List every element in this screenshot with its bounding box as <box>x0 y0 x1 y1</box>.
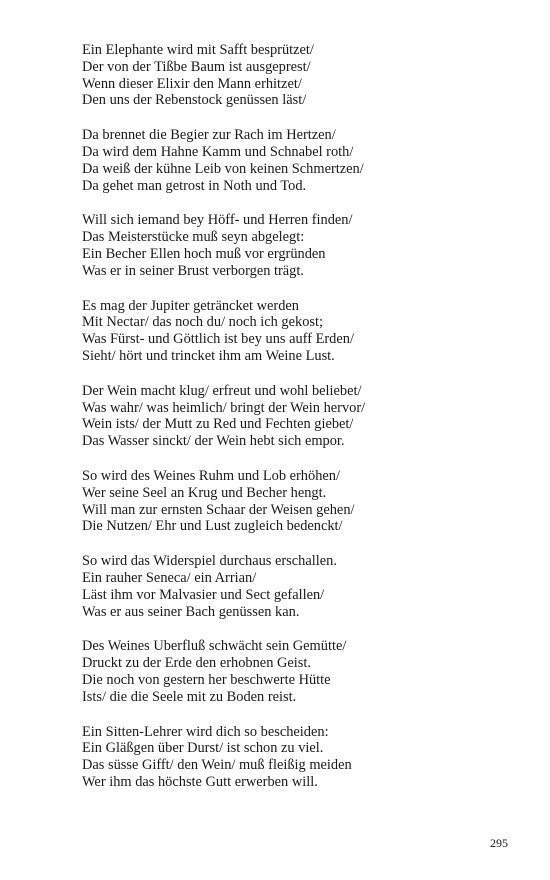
poem-line: Des Weines Uberfluß schwächt sein Gemütte/ <box>82 638 347 655</box>
poem-line: Das Wasser sinckt/ der Wein hebt sich empor. <box>82 433 345 450</box>
poem-line: Was er in seiner Brust verborgen trägt. <box>82 262 304 279</box>
stanza-5 <box>82 383 522 450</box>
poem-line: Da wird dem Hahne Kamm und Schnabel roth/ <box>82 143 354 160</box>
stanza-7 <box>82 553 522 620</box>
stanza-4 <box>82 298 522 365</box>
poem-line: Sieht/ hört und trincket ihm am Weine Lust. <box>82 347 335 364</box>
poem-line: Wer seine Seel an Krug und Becher hengt. <box>82 484 327 501</box>
poem-line: So wird das Widerspiel durchaus erschallen. <box>82 553 337 570</box>
stanza-6 <box>82 468 522 535</box>
poem-line: Die noch von gestern her beschwerte Hütte <box>82 671 331 688</box>
poem-line: Da brennet die Begier zur Rach im Hertzen/ <box>82 127 336 144</box>
stanza-9 <box>82 724 522 791</box>
poem-line: Da gehet man getrost in Noth und Tod. <box>82 177 307 194</box>
poem-line: Will man zur ernsten Schaar der Weisen gehen/ <box>82 501 355 518</box>
poem-line: Was wahr/ was heimlich/ bringt der Wein hervor/ <box>82 399 366 416</box>
stanza-8 <box>82 638 522 705</box>
poem-line: Der von der Tißbe Baum ist ausgeprest/ <box>82 58 311 75</box>
poem-line: Ein Elephante wird mit Safft besprützet/ <box>82 42 314 58</box>
poem-line: Ein Becher Ellen hoch muß vor ergründen <box>82 245 326 262</box>
poem-line: So wird des Weines Ruhm und Lob erhöhen/ <box>82 467 340 484</box>
page-number: 295 <box>490 836 508 850</box>
poem-line: Der Wein macht klug/ erfreut und wohl beliebet/ <box>82 382 362 399</box>
poem-line: Was er aus seiner Bach genüssen kan. <box>82 603 300 620</box>
poem-body <box>82 42 522 809</box>
poem-line: Es mag der Jupiter geträncket werden <box>82 297 299 314</box>
poem-line: Will sich iemand bey Höff- und Herren finden/ <box>82 212 353 229</box>
poem-line: Was Fürst- und Göttlich ist bey uns auff Erden/ <box>82 331 354 348</box>
poem-line: Druckt zu der Erde den erhobnen Geist. <box>82 655 311 672</box>
poem-line: Wein ists/ der Mutt zu Red und Fechten giebet/ <box>82 416 354 433</box>
poem-line: Da weiß der kühne Leib von keinen Schmertzen/ <box>82 160 364 177</box>
poem-line: Mit Nectar/ das noch du/ noch ich gekost; <box>82 314 323 331</box>
poem-line: Ein Sitten-Lehrer wird dich so bescheiden: <box>82 723 329 740</box>
stanza-3 <box>82 212 522 279</box>
poem-line: Die Nutzen/ Ehr und Lust zugleich bedenckt/ <box>82 518 343 535</box>
poem-line: Ein Gläßgen über Durst/ ist schon zu viel. <box>82 740 324 757</box>
stanza-1 <box>82 42 522 109</box>
poem-line: Den uns der Rebenstock genüssen läst/ <box>82 92 307 109</box>
poem-line: Wer ihm das höchste Gutt erwerben will. <box>82 773 318 790</box>
poem-line: Das süsse Gifft/ den Wein/ muß fleißig meiden <box>82 757 352 774</box>
poem-line: Das Meisterstücke muß seyn abgelegt: <box>82 229 305 246</box>
poem-line: Wenn dieser Elixir den Mann erhitzet/ <box>82 75 302 92</box>
poem-line: Ein rauher Seneca/ ein Arrian/ <box>82 569 257 586</box>
poem-line: Läst ihm vor Malvasier und Sect gefallen/ <box>82 586 325 603</box>
stanza-2 <box>82 127 522 194</box>
poem-line: Ists/ die die Seele mit zu Boden reist. <box>82 688 297 705</box>
